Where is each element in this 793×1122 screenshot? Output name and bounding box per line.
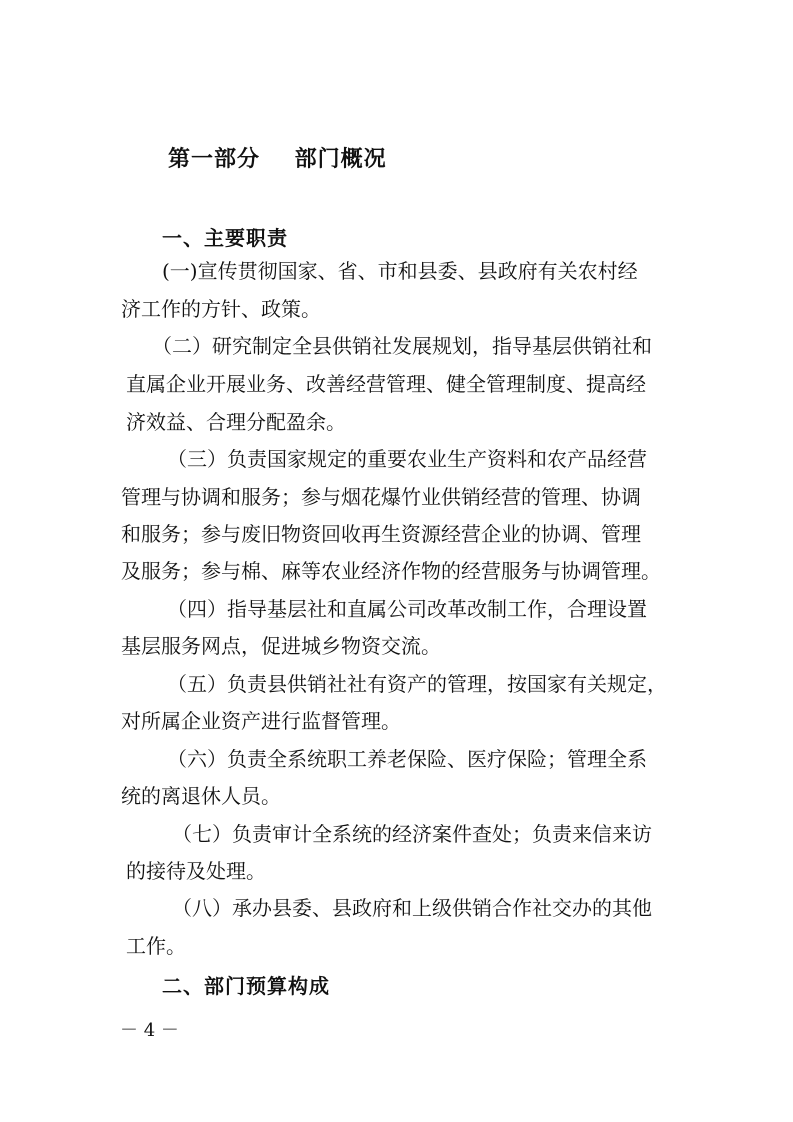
paragraph-3-line-3: 和服务；参与废旧物资回收再生资源经营企业的协调、管理	[121, 522, 641, 546]
paragraph-8-line-2: 工作。	[126, 934, 186, 958]
section-heading-budget-composition: 二、部门预算构成	[162, 974, 330, 998]
paragraph-7-line-1: （七）负责审计全系统的经济案件查处；负责来信来访	[172, 822, 652, 846]
paragraph-8-line-1: （八）承办县委、县政府和上级供销合作社交办的其他	[172, 896, 652, 920]
paragraph-2-line-3: 济效益、合理分配盈余。	[126, 410, 346, 434]
paragraph-1-line-1: (一)宣传贯彻国家、省、市和县委、县政府有关农村经	[162, 259, 638, 283]
section-heading-responsibilities: 一、主要职责	[162, 226, 288, 250]
part-title: 第一部分 部门概况	[168, 147, 387, 172]
paragraph-5-line-1: （五）负责县供销社社有资产的管理，按国家有关规定，	[167, 672, 667, 696]
paragraph-2-line-1: （二）研究制定全县供销社发展规划，指导基层供销社和	[152, 334, 652, 358]
paragraph-3-line-1: （三）负责国家规定的重要农业生产资料和农产品经营	[167, 447, 647, 471]
paragraph-7-line-2: 的接待及处理。	[126, 859, 266, 883]
paragraph-4-line-2: 基层服务网点，促进城乡物资交流。	[121, 634, 441, 658]
paragraph-4-line-1: （四）指导基层社和直属公司改革改制工作，合理设置	[167, 597, 647, 621]
page-number: － 4 －	[120, 1020, 179, 1041]
paragraph-3-line-2: 管理与协调和服务；参与烟花爆竹业供销经营的管理、协调	[121, 485, 641, 509]
paragraph-2-line-2: 直属企业开展业务、改善经营管理、健全管理制度、提高经	[126, 372, 646, 396]
paragraph-3-line-4: 及服务；参与棉、麻等农业经济作物的经营服务与协调管理。	[121, 559, 661, 583]
paragraph-6-line-2: 统的离退休人员。	[121, 784, 281, 808]
paragraph-1-line-2: 济工作的方针、政策。	[121, 297, 321, 321]
paragraph-5-line-2: 对所属企业资产进行监督管理。	[121, 709, 401, 733]
paragraph-6-line-1: （六）负责全系统职工养老保险、医疗保险；管理全系	[167, 747, 647, 771]
